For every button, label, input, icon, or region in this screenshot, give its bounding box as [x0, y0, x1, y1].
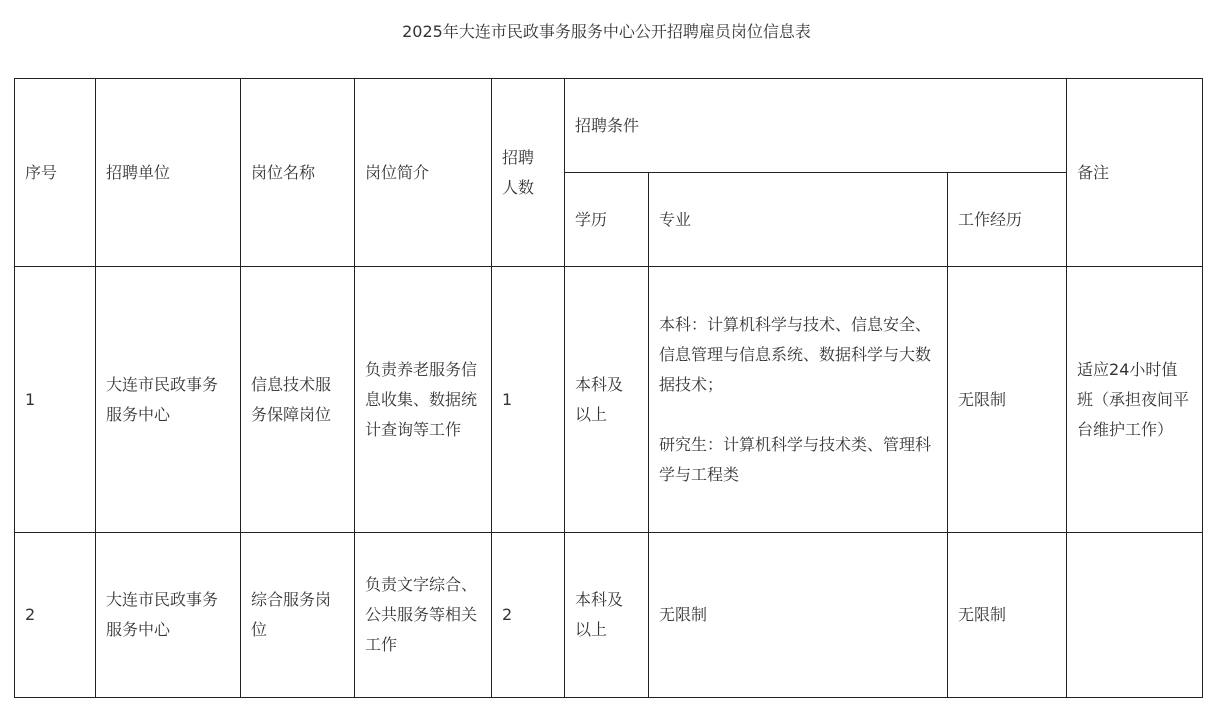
- header-post: 岗位名称: [241, 79, 355, 267]
- major-grad: 研究生：计算机科学与技术类、管理科学与工程类: [659, 434, 932, 484]
- row-remark: 适应24小时值班（承担夜间平台维护工作）: [1067, 267, 1203, 533]
- row-unit: 大连市民政事务服务中心: [96, 533, 241, 698]
- major-spacer: [659, 400, 937, 430]
- row-education: 本科及以上: [565, 533, 649, 698]
- row-post: 综合服务岗位: [241, 533, 355, 698]
- header-count-line1: 招聘: [502, 147, 535, 167]
- major-undergrad: 本科：计算机科学与技术、信息安全、信息管理与信息系统、数据科学与大数据技术；: [659, 314, 932, 394]
- header-index: 序号: [15, 79, 96, 267]
- header-remark: 备注: [1067, 79, 1203, 267]
- header-unit: 招聘单位: [96, 79, 241, 267]
- row-index: 1: [15, 267, 96, 533]
- row-index: 2: [15, 533, 96, 698]
- header-count-line2: 人数: [502, 177, 535, 197]
- page-title: 2025年大连市民政事务服务中心公开招聘雇员岗位信息表: [402, 22, 811, 41]
- row-experience: 无限制: [948, 533, 1067, 698]
- row-count: 1: [492, 267, 565, 533]
- row-count: 2: [492, 533, 565, 698]
- row-intro: 负责文字综合、公共服务等相关工作: [355, 533, 492, 698]
- header-conditions: 招聘条件: [565, 79, 1067, 173]
- table-row: [15, 533, 1203, 698]
- header-education: 学历: [565, 173, 649, 267]
- row-post: 信息技术服务保障岗位: [241, 267, 355, 533]
- table-row: [15, 267, 1203, 533]
- header-count: [492, 79, 565, 267]
- header-intro: 岗位简介: [355, 79, 492, 267]
- row-major: 无限制: [649, 533, 948, 698]
- row-major: [649, 267, 948, 533]
- row-experience: 无限制: [948, 267, 1067, 533]
- row-unit: 大连市民政事务服务中心: [96, 267, 241, 533]
- row-remark: [1067, 533, 1203, 698]
- job-info-table: [14, 78, 1203, 698]
- row-intro: 负责养老服务信息收集、数据统计查询等工作: [355, 267, 492, 533]
- header-major: 专业: [649, 173, 948, 267]
- header-experience: 工作经历: [948, 173, 1067, 267]
- header-row-1: [15, 79, 1203, 173]
- row-education: 本科及以上: [565, 267, 649, 533]
